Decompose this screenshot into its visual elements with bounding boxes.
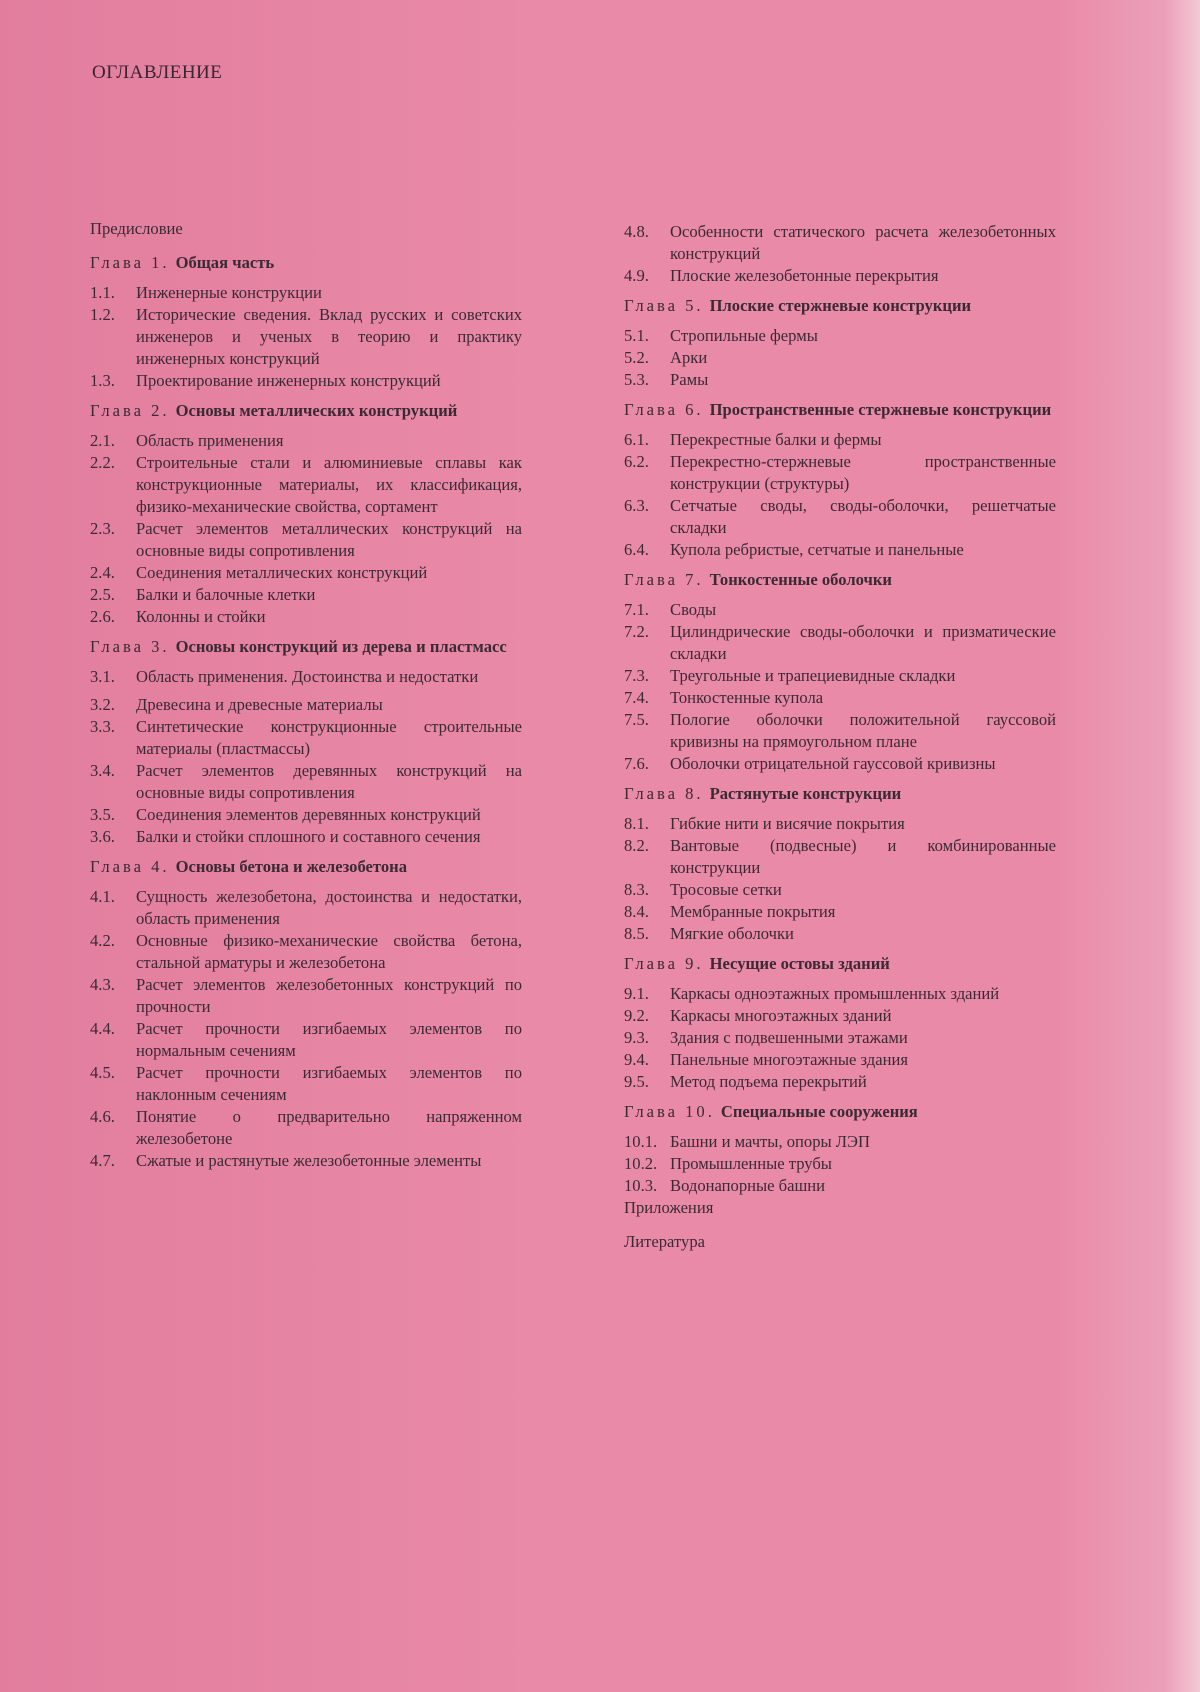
entry-title: Исторические сведения. Вклад русских и советских инженеров и ученых в теорию и практику инженерных конструкций <box>136 305 522 368</box>
chapter-heading <box>624 953 1056 975</box>
entry-title: Пологие оболочки положительной гауссовой кривизны на прямоугольном плане <box>670 710 1056 751</box>
entry-number: 9.2. <box>624 1006 649 1025</box>
entry-number: 2.3. <box>90 519 115 538</box>
chapter-label: Глава 5. <box>624 296 704 315</box>
toc-entry <box>90 1106 522 1150</box>
toc-entry <box>624 621 1056 665</box>
toc-entry <box>624 1049 1056 1071</box>
toc-entry <box>90 760 522 804</box>
entry-title: Гибкие нити и висячие покрытия <box>670 814 905 833</box>
entry-title: Синтетические конструкционные строительные материалы (пластмассы) <box>136 717 522 758</box>
entry-number: 3.6. <box>90 827 115 846</box>
chapter-title: Пространственные стержневые конструкции <box>709 400 1052 419</box>
chapter-label: Глава 7. <box>624 570 704 589</box>
entry-title: Расчет элементов металлических конструкций на основные виды сопротивления <box>136 519 522 560</box>
chapter-title: Растянутые конструкции <box>709 784 902 803</box>
entry-title: Цилиндрические своды-оболочки и призматические складки <box>670 622 1056 663</box>
entry-title: Расчет прочности изгибаемых элементов по наклонным сечениям <box>136 1063 522 1104</box>
chapter-heading <box>624 1101 1056 1123</box>
toc-entry <box>90 826 522 848</box>
toc-entry <box>90 304 522 370</box>
entry-title: Башни и мачты, опоры ЛЭП <box>670 1132 870 1151</box>
entry-title: Сущность железобетона, достоинства и недостатки, область применения <box>136 887 522 928</box>
entry-number: 7.1. <box>624 600 649 619</box>
toc-entry <box>624 495 1056 539</box>
toc-entry <box>624 901 1056 923</box>
entry-number: 2.2. <box>90 453 115 472</box>
entry-number: 8.2. <box>624 836 649 855</box>
entry-title: Своды <box>670 600 717 619</box>
chapter-title: Общая часть <box>175 253 275 272</box>
toc-entry <box>624 347 1056 369</box>
entry-title: Стропильные фермы <box>670 326 818 345</box>
toc-entry <box>90 716 522 760</box>
entry-number: 2.5. <box>90 585 115 604</box>
entry-number: 8.1. <box>624 814 649 833</box>
toc-entry <box>624 429 1056 451</box>
chapter-label: Глава 3. <box>90 637 170 656</box>
entry-title: Арки <box>670 348 708 367</box>
toc-entry <box>624 835 1056 879</box>
toc-entry <box>90 1018 522 1062</box>
entry-title: Особенности статического расчета железобетонных конструкций <box>670 222 1056 263</box>
page-title: ОГЛАВЛЕНИЕ <box>92 62 223 83</box>
chapter-title: Основы бетона и железобетона <box>175 857 407 876</box>
chapter-label: Глава 9. <box>624 954 704 973</box>
toc-left-column <box>90 218 522 1172</box>
entry-number: 4.3. <box>90 975 115 994</box>
entry-title: Вантовые (подвесные) и комбинированные конструкции <box>670 836 1056 877</box>
entry-number: 1.1. <box>90 283 115 302</box>
entry-title: Промышленные трубы <box>670 1154 832 1173</box>
chapter-label: Глава 10. <box>624 1102 715 1121</box>
entry-number: 6.3. <box>624 496 649 515</box>
toc-entry <box>624 879 1056 901</box>
entry-title: Треугольные и трапециевидные складки <box>670 666 956 685</box>
entry-number: 9.4. <box>624 1050 649 1069</box>
entry-number: 4.8. <box>624 222 649 241</box>
entry-number: 4.5. <box>90 1063 115 1082</box>
entry-title: Мембранные покрытия <box>670 902 836 921</box>
toc-section-title: Предисловие <box>90 219 183 238</box>
chapter-title: Плоские стержневые конструкции <box>709 296 972 315</box>
entry-title: Проектирование инженерных конструкций <box>136 371 441 390</box>
chapter-heading <box>90 636 522 658</box>
toc-entry <box>624 599 1056 621</box>
chapter-label: Глава 1. <box>90 253 170 272</box>
toc-entry <box>90 666 522 688</box>
entry-number: 6.2. <box>624 452 649 471</box>
entry-title: Перекрестно-стержневые пространственные конструкции (структуры) <box>670 452 1056 493</box>
entry-number: 5.1. <box>624 326 649 345</box>
entry-title: Сжатые и растянутые железобетонные элементы <box>136 1151 482 1170</box>
entry-number: 7.3. <box>624 666 649 685</box>
chapter-title: Несущие остовы зданий <box>709 954 890 973</box>
entry-number: 5.2. <box>624 348 649 367</box>
entry-title: Расчет элементов железобетонных конструкций по прочности <box>136 975 522 1016</box>
entry-title: Тонкостенные купола <box>670 688 824 707</box>
entry-number: 3.2. <box>90 695 115 714</box>
chapter-label: Глава 2. <box>90 401 170 420</box>
entry-number: 3.5. <box>90 805 115 824</box>
entry-number: 8.4. <box>624 902 649 921</box>
entry-number: 4.1. <box>90 887 115 906</box>
entry-title: Здания с подвешенными этажами <box>670 1028 908 1047</box>
entry-title: Перекрестные балки и фермы <box>670 430 882 449</box>
toc-entry <box>624 1027 1056 1049</box>
entry-title: Балки и стойки сплошного и составного сечения <box>136 827 481 846</box>
entry-number: 9.1. <box>624 984 649 1003</box>
toc-entry <box>624 1175 1056 1197</box>
entry-number: 5.3. <box>624 370 649 389</box>
entry-number: 7.6. <box>624 754 649 773</box>
toc-entry <box>90 606 522 628</box>
toc-entry <box>90 1150 522 1172</box>
entry-number: 6.1. <box>624 430 649 449</box>
entry-title: Купола ребристые, сетчатые и панельные <box>670 540 964 559</box>
entry-number: 8.5. <box>624 924 649 943</box>
toc-section-title: Приложения <box>624 1198 714 1217</box>
toc-entry <box>624 1131 1056 1153</box>
toc-entry <box>624 221 1056 265</box>
toc-entry <box>90 430 522 452</box>
entry-title: Метод подъема перекрытий <box>670 1072 867 1091</box>
chapter-title: Основы конструкций из дерева и пластмасс <box>175 637 507 656</box>
entry-number: 9.5. <box>624 1072 649 1091</box>
toc-entry <box>90 1062 522 1106</box>
entry-number: 6.4. <box>624 540 649 559</box>
toc-entry <box>90 930 522 974</box>
toc-entry <box>624 923 1056 945</box>
entry-title: Область применения <box>136 431 284 450</box>
toc-entry <box>624 1071 1056 1093</box>
chapter-title: Основы металлических конструкций <box>175 401 458 420</box>
chapter-heading <box>624 295 1056 317</box>
toc-entry <box>624 709 1056 753</box>
toc-entry <box>624 539 1056 561</box>
entry-title: Сетчатые своды, своды-оболочки, решетчатые складки <box>670 496 1056 537</box>
chapter-heading <box>624 569 1056 591</box>
entry-number: 3.4. <box>90 761 115 780</box>
entry-number: 4.6. <box>90 1107 115 1126</box>
chapter-heading <box>90 856 522 878</box>
entry-number: 7.2. <box>624 622 649 641</box>
toc-entry <box>624 687 1056 709</box>
entry-title: Балки и балочные клетки <box>136 585 316 604</box>
entry-title: Каркасы многоэтажных зданий <box>670 1006 892 1025</box>
toc-entry <box>624 451 1056 495</box>
entry-number: 4.9. <box>624 266 649 285</box>
toc-entry <box>624 665 1056 687</box>
toc-entry <box>624 1153 1056 1175</box>
entry-title: Понятие о предварительно напряженном железобетоне <box>136 1107 522 1148</box>
chapter-heading <box>90 400 522 422</box>
chapter-heading <box>90 252 522 274</box>
toc-entry <box>624 1005 1056 1027</box>
entry-title: Тросовые сетки <box>670 880 782 899</box>
toc-entry <box>624 325 1056 347</box>
entry-number: 1.3. <box>90 371 115 390</box>
entry-title: Строительные стали и алюминиевые сплавы как конструкционные материалы, их классификация, физико-механические свойства, сортамент <box>136 453 522 516</box>
entry-number: 7.4. <box>624 688 649 707</box>
entry-number: 10.1. <box>624 1132 658 1151</box>
entry-title: Мягкие оболочки <box>670 924 794 943</box>
toc-section-title: Литература <box>624 1232 705 1251</box>
toc-entry <box>90 282 522 304</box>
chapter-heading <box>624 783 1056 805</box>
entry-title: Соединения металлических конструкций <box>136 563 428 582</box>
entry-title: Соединения элементов деревянных конструкций <box>136 805 481 824</box>
toc-entry <box>624 369 1056 391</box>
entry-title: Колонны и стойки <box>136 607 266 626</box>
entry-number: 8.3. <box>624 880 649 899</box>
toc-entry <box>90 518 522 562</box>
chapter-title: Тонкостенные оболочки <box>709 570 892 589</box>
entry-number: 3.3. <box>90 717 115 736</box>
toc-entry <box>624 813 1056 835</box>
entry-title: Расчет прочности изгибаемых элементов по нормальным сечениям <box>136 1019 522 1060</box>
entry-number: 9.3. <box>624 1028 649 1047</box>
toc-entry <box>90 370 522 392</box>
toc-entry <box>90 452 522 518</box>
toc-entry <box>624 753 1056 775</box>
toc-entry <box>90 804 522 826</box>
chapter-label: Глава 6. <box>624 400 704 419</box>
entry-title: Древесина и древесные материалы <box>136 695 383 714</box>
toc-entry <box>90 584 522 606</box>
entry-title: Область применения. Достоинства и недостатки <box>136 667 479 686</box>
entry-title: Панельные многоэтажные здания <box>670 1050 908 1069</box>
toc-right-column <box>624 221 1056 1265</box>
toc-entry <box>90 974 522 1018</box>
toc-entry <box>90 694 522 716</box>
chapter-label: Глава 4. <box>90 857 170 876</box>
entry-number: 4.2. <box>90 931 115 950</box>
entry-title: Каркасы одноэтажных промышленных зданий <box>670 984 1000 1003</box>
entry-number: 10.2. <box>624 1154 658 1173</box>
entry-number: 3.1. <box>90 667 115 686</box>
entry-title: Водонапорные башни <box>670 1176 826 1195</box>
entry-number: 4.4. <box>90 1019 115 1038</box>
entry-number: 1.2. <box>90 305 115 324</box>
entry-number: 2.6. <box>90 607 115 626</box>
entry-number: 2.1. <box>90 431 115 450</box>
entry-number: 4.7. <box>90 1151 115 1170</box>
entry-title: Плоские железобетонные перекрытия <box>670 266 939 285</box>
entry-title: Рамы <box>670 370 709 389</box>
toc-entry <box>90 562 522 584</box>
entry-title: Инженерные конструкции <box>136 283 322 302</box>
toc-entry <box>90 886 522 930</box>
toc-entry <box>624 265 1056 287</box>
chapter-label: Глава 8. <box>624 784 704 803</box>
entry-title: Основные физико-механические свойства бетона, стальной арматуры и железобетона <box>136 931 522 972</box>
chapter-heading <box>624 399 1056 421</box>
toc-entry <box>624 983 1056 1005</box>
entry-number: 10.3. <box>624 1176 658 1195</box>
entry-title: Оболочки отрицательной гауссовой кривизны <box>670 754 996 773</box>
entry-title: Расчет элементов деревянных конструкций на основные виды сопротивления <box>136 761 522 802</box>
chapter-title: Специальные сооружения <box>720 1102 918 1121</box>
entry-number: 7.5. <box>624 710 649 729</box>
entry-number: 2.4. <box>90 563 115 582</box>
